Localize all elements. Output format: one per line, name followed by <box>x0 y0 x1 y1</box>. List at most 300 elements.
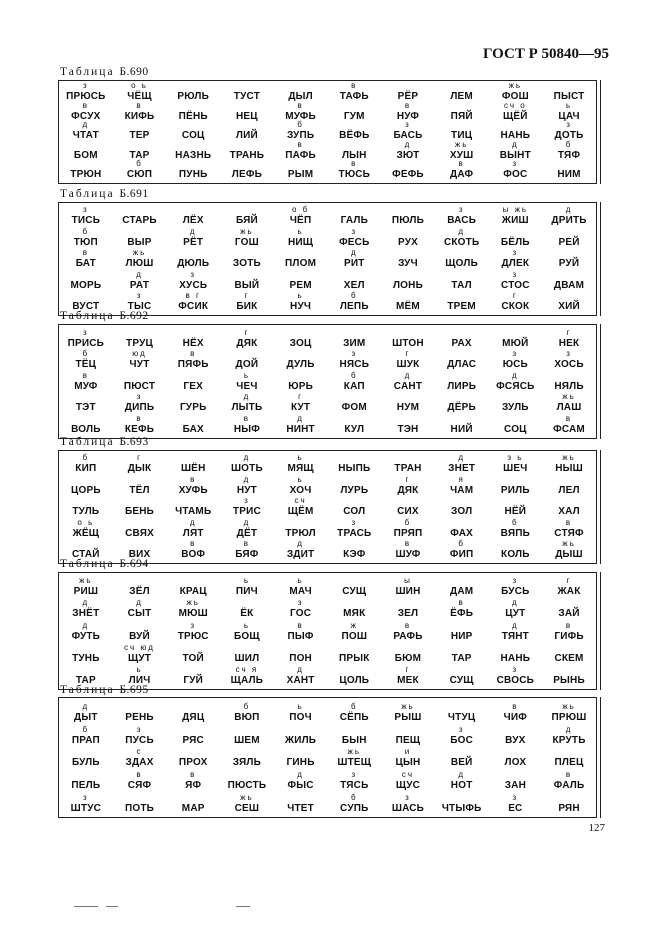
table-cell <box>166 643 220 665</box>
table-cell <box>542 620 596 642</box>
word: БЫН <box>341 734 367 746</box>
pronunciation-mark: жь <box>562 701 576 711</box>
table-cell <box>274 540 328 561</box>
pronunciation-mark: г <box>298 392 304 402</box>
pronunciation-mark: в г <box>185 290 201 300</box>
table-cell <box>274 454 328 475</box>
table-cell <box>166 747 220 770</box>
table-cell <box>327 620 381 642</box>
table-cell <box>113 747 167 770</box>
pronunciation-mark: д <box>565 205 573 215</box>
table-cell <box>220 747 274 770</box>
table-cell <box>542 371 596 393</box>
word: ПРОХ <box>178 757 208 769</box>
table-cell <box>489 328 543 350</box>
word: КОЛЬ <box>501 548 530 560</box>
table-cell <box>489 227 543 248</box>
word: ВОФ <box>181 548 206 560</box>
table-cell <box>435 576 489 598</box>
table-row <box>59 792 596 815</box>
table-cell <box>59 249 113 270</box>
pronunciation-mark: ь <box>243 370 250 380</box>
pronunciation-mark: д <box>82 701 90 711</box>
word: ФСАМ <box>553 423 585 435</box>
table-cell <box>381 518 435 539</box>
word: ВЫНТ <box>499 149 531 161</box>
table-cell <box>381 292 435 313</box>
table-cell <box>113 454 167 475</box>
pronunciation-mark: з <box>512 248 519 258</box>
word: ПЮЛЬ <box>391 215 425 227</box>
word: ЖЁЩ <box>72 527 100 539</box>
word: ПУНЬ <box>178 168 208 180</box>
word: РЫМ <box>287 168 314 180</box>
pronunciation-mark: д <box>243 474 251 484</box>
table-cell <box>542 206 596 227</box>
word: ДЯК <box>397 484 419 496</box>
table-cell <box>327 497 381 518</box>
word: ЧЁП <box>289 215 312 227</box>
table-cell <box>542 350 596 372</box>
table-cell <box>381 162 435 181</box>
table-cell <box>381 249 435 270</box>
word: ШУФ <box>395 548 421 560</box>
word: ДЫШ <box>555 548 583 560</box>
word: ДЮЛЬ <box>177 258 210 270</box>
word: ШИЛ <box>234 652 260 664</box>
word: ХИЙ <box>558 300 580 312</box>
word: МЁМ <box>395 300 420 312</box>
word-table <box>58 202 597 316</box>
table-cell <box>274 162 328 181</box>
word: ПОЧ <box>289 711 312 723</box>
pronunciation-mark: д <box>243 392 251 402</box>
word: ФОШ <box>501 91 529 103</box>
word: ЗАН <box>504 780 526 792</box>
table-caption-label: Таблица <box>60 684 115 696</box>
table-cell <box>542 414 596 436</box>
word: РЕНЬ <box>125 711 154 723</box>
word: ФОС <box>503 168 528 180</box>
word: ЗНЁТ <box>72 608 100 620</box>
word: НЫПЬ <box>338 463 371 475</box>
table-cell <box>489 518 543 539</box>
word: ФУТЬ <box>71 630 101 642</box>
table-cell <box>542 454 596 475</box>
pronunciation-mark: ь <box>297 226 304 236</box>
word: ЗАЙ <box>558 608 580 620</box>
table-cell <box>220 393 274 415</box>
word: НИНТ <box>286 423 315 435</box>
table-cell <box>166 270 220 291</box>
word: МЮШ <box>178 608 208 620</box>
pronunciation-mark: в <box>190 538 197 548</box>
table-cell <box>327 724 381 747</box>
word: ВЯПЬ <box>500 527 531 539</box>
pronunciation-mark: б <box>82 226 90 236</box>
pronunciation-mark: з <box>351 349 358 359</box>
word: ГУМ <box>343 110 365 122</box>
word: ШТЕЩ <box>337 757 372 769</box>
pronunciation-mark: з <box>512 792 519 802</box>
table-caption <box>60 558 149 570</box>
table-cell <box>327 792 381 815</box>
pronunciation-mark: сч юд <box>124 642 155 652</box>
word: СТОС <box>501 279 530 291</box>
word: РЯН <box>558 802 580 814</box>
word: ЛЫТЬ <box>231 402 263 414</box>
pronunciation-mark: ь <box>243 576 250 586</box>
table-cell <box>220 620 274 642</box>
table-cell <box>435 454 489 475</box>
table-cell <box>327 454 381 475</box>
table-cell <box>166 454 220 475</box>
table-cell <box>327 270 381 291</box>
table-cell <box>435 414 489 436</box>
word: ТЯФ <box>557 149 581 161</box>
word: ЗДАХ <box>125 757 154 769</box>
table-cell <box>489 620 543 642</box>
word: ПОТЬ <box>125 802 155 814</box>
pronunciation-mark: з <box>83 792 89 802</box>
pronunciation-mark: г <box>137 453 142 463</box>
word: ФСИК <box>178 300 209 312</box>
table-cell <box>220 475 274 496</box>
word: ЗНЕТ <box>448 463 476 475</box>
word: ДЯЦ <box>182 711 205 723</box>
word: ДЯК <box>236 337 258 349</box>
table-cell <box>59 576 113 598</box>
word: ФСУХ <box>71 110 101 122</box>
table-cell <box>489 270 543 291</box>
word: РИЛЬ <box>500 484 530 496</box>
pronunciation-mark: в <box>351 81 358 91</box>
table-cell <box>59 792 113 815</box>
table-cell <box>166 292 220 313</box>
table-cell <box>166 227 220 248</box>
table-cell <box>489 747 543 770</box>
word: ЛЕФЬ <box>231 168 263 180</box>
word: ПУСЬ <box>125 734 154 746</box>
pronunciation-mark: юд <box>132 349 147 359</box>
word: МЮЙ <box>502 337 529 349</box>
word: СКОК <box>501 300 530 312</box>
word: МУФЬ <box>285 110 316 122</box>
word: ТРУЦ <box>126 337 154 349</box>
word: ФЕФЬ <box>392 168 424 180</box>
table-cell <box>381 139 435 161</box>
pronunciation-mark: з <box>351 517 358 527</box>
table-cell <box>113 769 167 792</box>
table-cell <box>327 371 381 393</box>
word: ДОТЬ <box>554 130 584 142</box>
word: ГАЛЬ <box>340 215 368 227</box>
word: ТАЛ <box>451 279 472 291</box>
table-cell <box>59 701 113 724</box>
table-cell <box>542 576 596 598</box>
word: ПОШ <box>341 630 368 642</box>
pronunciation-mark: сч <box>294 496 307 506</box>
pronunciation-mark: в <box>136 413 143 423</box>
table-cell <box>59 227 113 248</box>
page-number: 127 <box>588 822 605 834</box>
word: НИМ <box>557 168 581 180</box>
table-cell <box>435 371 489 393</box>
pronunciation-mark: з <box>136 290 143 300</box>
word: САНТ <box>393 380 423 392</box>
table-cell <box>113 576 167 598</box>
word: СКОТЬ <box>443 236 480 248</box>
word: ЛЕМ <box>450 91 473 103</box>
word: ДВАМ <box>553 279 585 291</box>
word: БЮМ <box>394 652 422 664</box>
word: РЕМ <box>289 279 312 291</box>
word: ТАР <box>129 149 150 161</box>
table-cell <box>113 724 167 747</box>
pronunciation-mark: з <box>405 120 411 130</box>
word: РИШ <box>73 586 99 598</box>
table-cell <box>166 576 220 598</box>
table-row <box>59 454 596 475</box>
word: ДОЙ <box>235 359 259 371</box>
table-cell <box>381 270 435 291</box>
table-cell <box>435 249 489 270</box>
pronunciation-mark: з <box>512 664 519 674</box>
pronunciation-mark: в <box>458 598 465 608</box>
pronunciation-mark: г <box>512 290 518 300</box>
table-cell <box>59 518 113 539</box>
word: ЛИЙ <box>235 130 258 142</box>
table-cell <box>59 206 113 227</box>
pronunciation-mark: ь <box>243 620 250 630</box>
word: ЛЕПЬ <box>339 300 369 312</box>
table-cell <box>274 393 328 415</box>
word: ХОСЬ <box>554 359 584 371</box>
table-number: Б.694 <box>119 558 149 570</box>
table-cell <box>381 598 435 620</box>
word: ШТУС <box>70 802 102 814</box>
word: БИК <box>236 300 258 312</box>
table-cell <box>274 598 328 620</box>
word: ДЫТ <box>74 711 98 723</box>
table-row <box>59 497 596 518</box>
table-cell <box>59 454 113 475</box>
table-cell <box>489 724 543 747</box>
word: ТАР <box>451 652 472 664</box>
table-cell <box>489 206 543 227</box>
word: ЖАК <box>557 586 581 598</box>
table-cell <box>327 701 381 724</box>
table-cell <box>489 701 543 724</box>
pronunciation-mark: жь <box>401 701 415 711</box>
word: ЖИЛЬ <box>284 734 317 746</box>
word: ЩОЛЬ <box>445 258 479 270</box>
pronunciation-mark: в <box>565 770 573 780</box>
word: ДЫК <box>127 463 152 475</box>
pronunciation-mark: з <box>136 724 143 734</box>
table-cell <box>435 103 489 122</box>
footer-rule <box>106 906 118 907</box>
word: ЩУС <box>395 780 421 792</box>
table-row <box>59 270 596 291</box>
word: ТЁЦ <box>75 359 97 371</box>
word: БЯЙ <box>235 215 258 227</box>
table-row <box>59 414 596 436</box>
table-cell <box>327 292 381 313</box>
word: ТЮП <box>73 236 98 248</box>
table-cell <box>220 84 274 103</box>
table-cell <box>381 328 435 350</box>
table-cell <box>166 724 220 747</box>
pronunciation-mark: з ь <box>507 453 524 463</box>
table-cell <box>113 227 167 248</box>
word: ЧЁЩ <box>127 91 152 103</box>
table-row <box>59 769 596 792</box>
word: РАХ <box>451 337 472 349</box>
word: ЛЁХ <box>182 215 204 227</box>
pronunciation-mark: г <box>566 327 572 337</box>
table-caption-label: Таблица <box>60 310 115 322</box>
word: ШЕЧ <box>503 463 528 475</box>
table-cell <box>381 701 435 724</box>
table-cell <box>274 249 328 270</box>
table-cell <box>220 206 274 227</box>
table-cell <box>381 454 435 475</box>
word: МОРЬ <box>70 279 102 291</box>
pronunciation-mark: б <box>136 158 143 168</box>
pronunciation-mark: д <box>297 413 304 423</box>
table-cell <box>166 206 220 227</box>
word: ПЕЩ <box>395 734 421 746</box>
table-cell <box>489 292 543 313</box>
word: БАХ <box>182 423 204 435</box>
word: ЩЁЙ <box>503 110 528 122</box>
pronunciation-mark: в <box>297 100 304 110</box>
table-cell <box>327 206 381 227</box>
pronunciation-mark: ж <box>350 620 358 630</box>
table-cell <box>274 643 328 665</box>
table-cell <box>327 475 381 496</box>
table-cell <box>274 371 328 393</box>
word: НИЙ <box>450 423 473 435</box>
pronunciation-mark: сч я <box>235 664 259 674</box>
table-row <box>59 371 596 393</box>
pronunciation-mark: в <box>190 349 197 359</box>
table-cell <box>435 227 489 248</box>
table-cell <box>59 142 113 161</box>
pronunciation-mark: б <box>297 120 304 130</box>
word: ДЛЕК <box>501 258 530 270</box>
word: НОТ <box>450 780 473 792</box>
pronunciation-mark: в <box>512 701 519 711</box>
pronunciation-mark: д <box>243 453 251 463</box>
word: РЁТ <box>183 236 204 248</box>
word: СТАРЬ <box>122 215 157 227</box>
word: ЗЕЛ <box>397 608 419 620</box>
table-cell <box>542 643 596 665</box>
word: ШУК <box>396 359 420 371</box>
table-cell <box>59 620 113 642</box>
word: ТОЙ <box>182 652 204 664</box>
pronunciation-mark: в <box>243 538 251 548</box>
pronunciation-mark: в <box>82 100 89 110</box>
pronunciation-mark: б <box>350 370 358 380</box>
word: ФСЯСЬ <box>496 380 535 392</box>
word: ЮРЬ <box>288 380 313 392</box>
table-cell <box>166 328 220 350</box>
table-cell <box>274 724 328 747</box>
pronunciation-mark: в <box>565 413 573 423</box>
table-cell <box>166 84 220 103</box>
word: БЕНЬ <box>124 506 155 518</box>
table-cell <box>489 665 543 687</box>
word: ЗДИТ <box>286 548 315 560</box>
word-table <box>58 697 597 818</box>
word: ПЮСТ <box>123 380 156 392</box>
pronunciation-mark: в <box>404 620 412 630</box>
word: ТЭН <box>397 423 419 435</box>
word: ПЛЕЦ <box>554 757 584 769</box>
table-cell <box>274 475 328 496</box>
table-cell <box>327 158 381 181</box>
word: СУПЬ <box>340 802 369 814</box>
table-cell <box>381 475 435 496</box>
pronunciation-mark: г <box>405 474 411 484</box>
word: СЯФ <box>127 780 152 792</box>
word: ЧТАМЬ <box>175 506 212 518</box>
table-row <box>59 227 596 248</box>
word: ТАР <box>75 674 96 686</box>
table-cell <box>220 701 274 724</box>
word: ВАСЬ <box>447 215 477 227</box>
pronunciation-mark: д <box>350 248 358 258</box>
word: ДУЛЬ <box>286 359 315 371</box>
word: НАЗНЬ <box>175 149 212 161</box>
table-cell <box>220 103 274 122</box>
word: ЗЁЛ <box>129 586 150 598</box>
table-cell <box>489 475 543 496</box>
word: ТЯСЬ <box>340 780 369 792</box>
table-cell <box>220 249 274 270</box>
table-cell <box>542 598 596 620</box>
table-cell <box>113 598 167 620</box>
table-cell <box>220 576 274 598</box>
table-cell <box>435 620 489 642</box>
word: БОМ <box>73 149 98 161</box>
table-cell <box>59 643 113 665</box>
pronunciation-mark: ы <box>404 576 412 586</box>
word: ВИХ <box>128 548 151 560</box>
word: ЧТАТ <box>72 130 99 142</box>
word: ХАНТ <box>286 674 315 686</box>
word: ТРЕМ <box>447 300 476 312</box>
table-cell <box>220 162 274 181</box>
word: КЭФ <box>343 548 366 560</box>
word-table <box>58 80 597 184</box>
word: ВЫЙ <box>234 279 260 291</box>
table-row <box>59 328 596 350</box>
pronunciation-mark: жь <box>562 392 576 402</box>
word: ФЫС <box>287 780 314 792</box>
table-cell <box>166 393 220 415</box>
word: ПАФЬ <box>285 149 316 161</box>
table-number: Б.695 <box>119 684 149 696</box>
table-cell <box>113 158 167 181</box>
word: ТЭТ <box>75 402 96 414</box>
word: ДРИТЬ <box>551 215 587 227</box>
table-cell <box>166 475 220 496</box>
pronunciation-mark: б <box>82 453 90 463</box>
